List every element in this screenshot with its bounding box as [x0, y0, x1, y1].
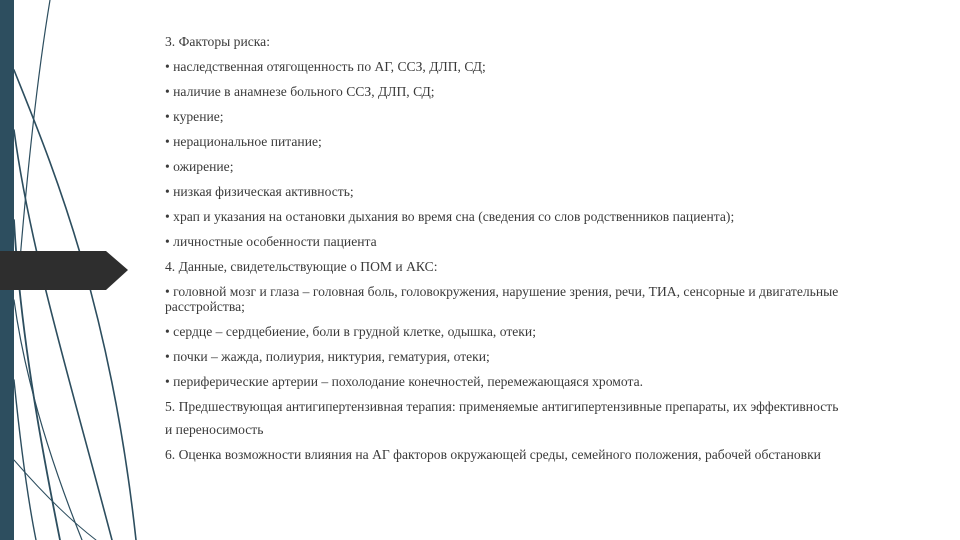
text-line: • почки – жажда, полиурия, никтурия, гематурия, отеки; [165, 349, 490, 364]
decor-line [14, 70, 136, 540]
text-line: • курение; [165, 109, 224, 124]
decorative-lines [0, 0, 140, 540]
text-line: 5. Предшествующая антигипертензивная терапия: применяемые антигипертензивные препараты, их эффективность [165, 399, 839, 414]
text-line: • сердце – сердцебиение, боли в грудной клетке, одышка, отеки; [165, 324, 536, 339]
text-line: • наследственная отягощенность по АГ, ССЗ, ДЛП, СД; [165, 59, 486, 74]
text-line: • периферические артерии – похолодание конечностей, перемежающаяся хромота. [165, 374, 644, 389]
text-line: и переносимость [165, 422, 264, 437]
decor-line [20, 0, 50, 260]
text-line: • нерациональное питание; [165, 134, 322, 149]
text-line: 3. Факторы риска: [165, 34, 270, 49]
decor-line [14, 460, 96, 540]
text-line: • храп и указания на остановки дыхания во время сна (сведения со слов родственников пациента); [165, 209, 735, 224]
decor-line [14, 380, 36, 540]
text-line: 6. Оценка возможности влияния на АГ факторов окружающей среды, семейного положения, рабочей обстановки [165, 447, 821, 462]
text-line: • головной мозг и глаза – головная боль, головокружения, нарушение зрения, речи, ТИА, сенсорные и двигательные расстройства; [165, 284, 839, 314]
text-line: • наличие в анамнезе больного ССЗ, ДЛП, СД; [165, 84, 435, 99]
arrow-pointer-icon [0, 251, 128, 290]
text-line: • ожирение; [165, 159, 234, 174]
content-area [165, 34, 885, 472]
text-line: 4. Данные, свидетельствующие о ПОМ и АКС: [165, 259, 438, 274]
decor-line [14, 130, 112, 540]
text-line: • низкая физическая активность; [165, 184, 354, 199]
text-line: • личностные особенности пациента [165, 234, 377, 249]
